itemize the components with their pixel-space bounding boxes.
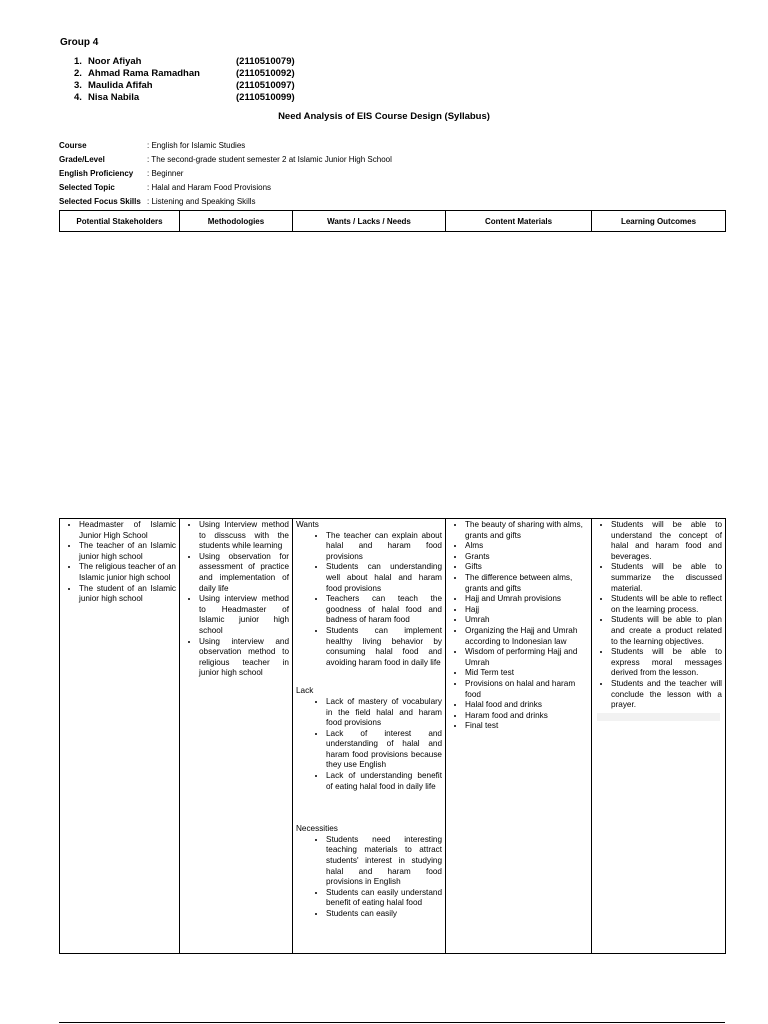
info-row-grade bbox=[59, 153, 392, 167]
member-id: (2110510092) bbox=[236, 68, 295, 79]
list-item: • Students can easily bbox=[326, 909, 442, 920]
list-item: • Lack of interest and understanding of halal and haram food provisions because they use English bbox=[326, 729, 442, 771]
syllabus-body-table bbox=[59, 518, 726, 954]
info-value: : Beginner bbox=[147, 169, 184, 178]
info-row-proficiency bbox=[59, 167, 392, 181]
member-list bbox=[74, 56, 295, 104]
necessities-label: Necessities bbox=[296, 824, 338, 834]
content-materials-cell bbox=[446, 519, 592, 954]
member-item bbox=[74, 80, 295, 92]
list-item: • Final test bbox=[465, 721, 588, 732]
info-row-topic bbox=[59, 181, 392, 195]
info-row-course bbox=[59, 139, 392, 153]
list-item: • Using observation for assessment of practice and implementation of daily life bbox=[199, 552, 289, 594]
list-item: • Wisdom of performing Hajj and Umrah bbox=[465, 647, 588, 668]
learning-outcomes-cell bbox=[592, 519, 726, 954]
course-info bbox=[59, 139, 392, 209]
list-item: • Provisions on halal and haram food bbox=[465, 679, 588, 700]
list-item: • Lack of mastery of vocabulary in the field halal and haram food provisions bbox=[326, 697, 442, 729]
member-name: Ahmad Rama Ramadhan bbox=[88, 68, 200, 79]
list-item: • Alms bbox=[465, 541, 588, 552]
list-item: • Headmaster of Islamic Junior High School bbox=[79, 520, 176, 541]
member-number: 4. bbox=[74, 92, 82, 103]
header-learning-outcomes: Learning Outcomes bbox=[592, 211, 726, 232]
member-id: (2110510079) bbox=[236, 56, 295, 67]
group-title: Group 4 bbox=[60, 37, 99, 48]
info-label: Selected Topic bbox=[59, 183, 115, 192]
member-name: Maulida Afifah bbox=[88, 80, 153, 91]
list-item: • The student of an Islamic junior high school bbox=[79, 584, 176, 605]
list-item: • Students need interesting teaching materials to attract students' interest in studying halal and haram food provisions in English bbox=[326, 835, 442, 888]
member-id: (2110510099) bbox=[236, 92, 295, 103]
member-number: 1. bbox=[74, 56, 82, 67]
list-item: • Students and the teacher will conclude the lesson with a prayer. bbox=[611, 679, 722, 711]
list-item: • Students will be able to plan and create a product related to the learning objectives. bbox=[611, 615, 722, 647]
list-item: • Teachers can teach the goodness of halal food and badness of haram food bbox=[326, 594, 442, 626]
table-row bbox=[60, 519, 726, 954]
member-item bbox=[74, 56, 295, 68]
header-methodologies: Methodologies bbox=[180, 211, 293, 232]
list-item: • Organizing the Hajj and Umrah according to Indonesian law bbox=[465, 626, 588, 647]
member-name: Nisa Nabila bbox=[88, 92, 140, 103]
header-wants-lacks-needs: Wants / Lacks / Needs bbox=[293, 211, 446, 232]
list-item: • Grants bbox=[465, 552, 588, 563]
info-label: Selected Focus Skills bbox=[59, 197, 141, 206]
list-item: • The difference between alms, grants and gifts bbox=[465, 573, 588, 594]
info-label: Course bbox=[59, 141, 87, 150]
list-item: • Hajj bbox=[465, 605, 588, 616]
list-item: • Gifts bbox=[465, 562, 588, 573]
list-item: • Using Interview method to disscuss with the students while learning bbox=[199, 520, 289, 552]
info-label: English Proficiency bbox=[59, 169, 134, 178]
info-label: Grade/Level bbox=[59, 155, 105, 164]
list-item: • Students can understanding well about halal and haram food provisions bbox=[326, 562, 442, 594]
member-item bbox=[74, 92, 295, 104]
list-item: • The religious teacher of an Islamic junior high school bbox=[79, 562, 176, 583]
info-row-skills bbox=[59, 195, 392, 209]
list-item: • The beauty of sharing with alms, grants and gifts bbox=[465, 520, 588, 541]
list-item: • Lack of understanding benefit of eating halal food in daily life bbox=[326, 771, 442, 792]
member-id: (2110510097) bbox=[236, 80, 295, 91]
header-row bbox=[60, 211, 726, 232]
info-value: : Listening and Speaking Skills bbox=[147, 197, 256, 206]
list-item: • Students will be able to understand the concept of halal and haram food and beverages. bbox=[611, 520, 722, 562]
list-item: • Halal food and drinks bbox=[465, 700, 588, 711]
wants-label: Wants bbox=[296, 520, 319, 529]
syllabus-header-table bbox=[59, 210, 726, 232]
footer-divider bbox=[59, 1022, 725, 1023]
info-value: : The second-grade student semester 2 at Islamic Junior High School bbox=[147, 155, 392, 164]
info-value: : Halal and Haram Food Provisions bbox=[147, 183, 272, 192]
list-item: • Students can implement healthy living behavior by consuming halal food and avoiding haram food in daily life bbox=[326, 626, 442, 668]
list-item: • Students will be able to express moral messages derived from the lesson. bbox=[611, 647, 722, 679]
member-name: Noor Afiyah bbox=[88, 56, 142, 67]
list-item: • Students will be able to reflect on the learning process. bbox=[611, 594, 722, 615]
header-content-materials: Content Materials bbox=[446, 211, 592, 232]
list-item: • Haram food and drinks bbox=[465, 711, 588, 722]
wants-lacks-needs-cell bbox=[293, 519, 446, 954]
list-item: • Hajj and Umrah provisions bbox=[465, 594, 588, 605]
member-number: 3. bbox=[74, 80, 82, 91]
list-item: • Students will be able to summarize the discussed material. bbox=[611, 562, 722, 594]
list-item: • Mid Term test bbox=[465, 668, 588, 679]
list-item: • Umrah bbox=[465, 615, 588, 626]
list-item: • Using interview method to Headmaster of Islamic junior high school bbox=[199, 594, 289, 636]
shaded-strip bbox=[597, 713, 720, 721]
member-number: 2. bbox=[74, 68, 82, 79]
document-title: Need Analysis of EIS Course Design (Syllabus) bbox=[278, 111, 490, 122]
member-item bbox=[74, 68, 295, 80]
list-item: • Students can easily understand benefit of eating halal food bbox=[326, 888, 442, 909]
lack-label: Lack bbox=[296, 686, 314, 696]
list-item: • The teacher can explain about halal and haram food provisions bbox=[326, 531, 442, 563]
list-item: • The teacher of an Islamic junior high school bbox=[79, 541, 176, 562]
methodologies-cell bbox=[180, 519, 293, 954]
list-item: • Using interview and observation method to religious teacher in junior high school bbox=[199, 637, 289, 679]
info-value: : English for Islamic Studies bbox=[147, 141, 246, 150]
stakeholders-cell bbox=[60, 519, 180, 954]
header-stakeholders: Potential Stakeholders bbox=[60, 211, 180, 232]
